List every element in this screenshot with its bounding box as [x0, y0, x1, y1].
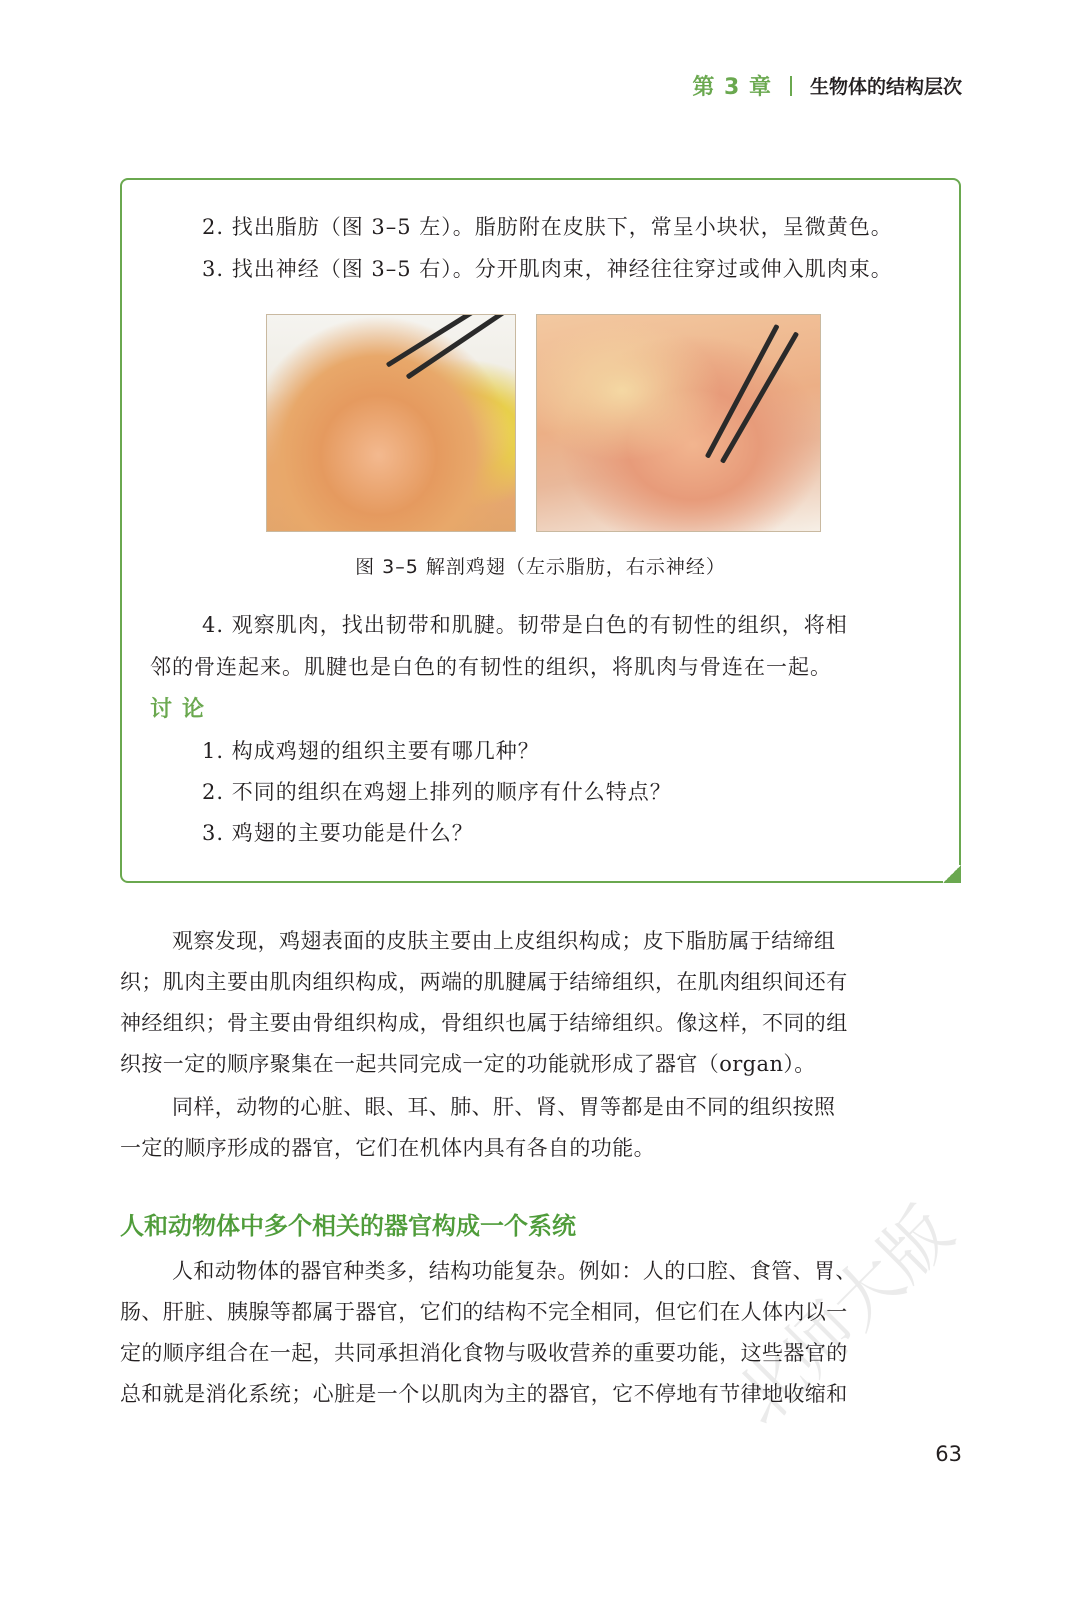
step-4-line-2: 邻的骨连起来。肌腱也是白色的有韧性的组织，将肌肉与骨连在一起。: [150, 655, 832, 679]
step-4-line-1: 4. 观察肌肉，找出韧带和肌腱。韧带是白色的有韧性的组织，将相: [202, 613, 848, 637]
paragraph-1-line-4: 织按一定的顺序聚集在一起共同完成一定的功能就形成了器官（organ）。: [120, 1052, 816, 1076]
running-header: [692, 70, 962, 101]
chapter-title: 生物体的结构层次: [809, 76, 962, 98]
paragraph-2-line-1: 同样，动物的心脏、眼、耳、肺、肝、肾、胃等都是由不同的组织按照: [172, 1095, 836, 1119]
chapter-number: 第 3 章: [692, 75, 772, 100]
photo-fat-dissection: [266, 314, 516, 532]
paragraph-3-line-2: 肠、肝脏、胰腺等都属于器官，它们的结构不完全相同，但它们在人体内以一: [120, 1300, 848, 1324]
paragraph-1-line-1: 观察发现，鸡翅表面的皮肤主要由上皮组织构成；皮下脂肪属于结缔组: [172, 929, 836, 953]
question-2: 2. 不同的组织在鸡翅上排列的顺序有什么特点？: [202, 780, 672, 804]
paragraph-3-line-1: 人和动物体的器官种类多，结构功能复杂。例如：人的口腔、食管、胃、: [172, 1259, 857, 1283]
discussion-heading: 讨论: [150, 697, 215, 722]
paragraph-3-line-3: 定的顺序组合在一起，共同承担消化食物与吸收营养的重要功能，这些器官的: [120, 1341, 848, 1365]
question-3: 3. 鸡翅的主要功能是什么？: [202, 821, 474, 845]
header-divider: [790, 76, 792, 96]
step-2: 2. 找出脂肪（图 3–5 左）。脂肪附在皮肤下，常呈小块状，呈微黄色。: [202, 215, 893, 239]
paragraph-2-line-2: 一定的顺序形成的器官，它们在机体内具有各自的功能。: [120, 1136, 655, 1160]
paragraph-3-line-4: 总和就是消化系统；心脏是一个以肌肉为主的器官，它不停地有节律地收缩和: [120, 1382, 848, 1406]
page-number: 63: [935, 1442, 962, 1466]
photo-nerve-dissection: [536, 314, 821, 532]
activity-box: [120, 178, 961, 883]
section-heading: 人和动物体中多个相关的器官构成一个系统: [120, 1212, 576, 1240]
question-1: 1. 构成鸡翅的组织主要有哪几种？: [202, 739, 540, 763]
step-3: 3. 找出神经（图 3–5 右）。分开肌肉束，神经往往穿过或伸入肌肉束。: [202, 257, 893, 281]
folded-corner: [943, 865, 961, 883]
figure-caption: 图 3–5 解剖鸡翅（左示脂肪，右示神经）: [355, 556, 726, 578]
paragraph-1-line-3: 神经组织；骨主要由骨组织构成，骨组织也属于结缔组织。像这样，不同的组: [120, 1011, 848, 1035]
publisher-watermark: 北师大版: [720, 1192, 969, 1441]
paragraph-1-line-2: 织；肌肉主要由肌肉组织构成，两端的肌腱属于结缔组织，在肌肉组织间还有: [120, 970, 848, 994]
